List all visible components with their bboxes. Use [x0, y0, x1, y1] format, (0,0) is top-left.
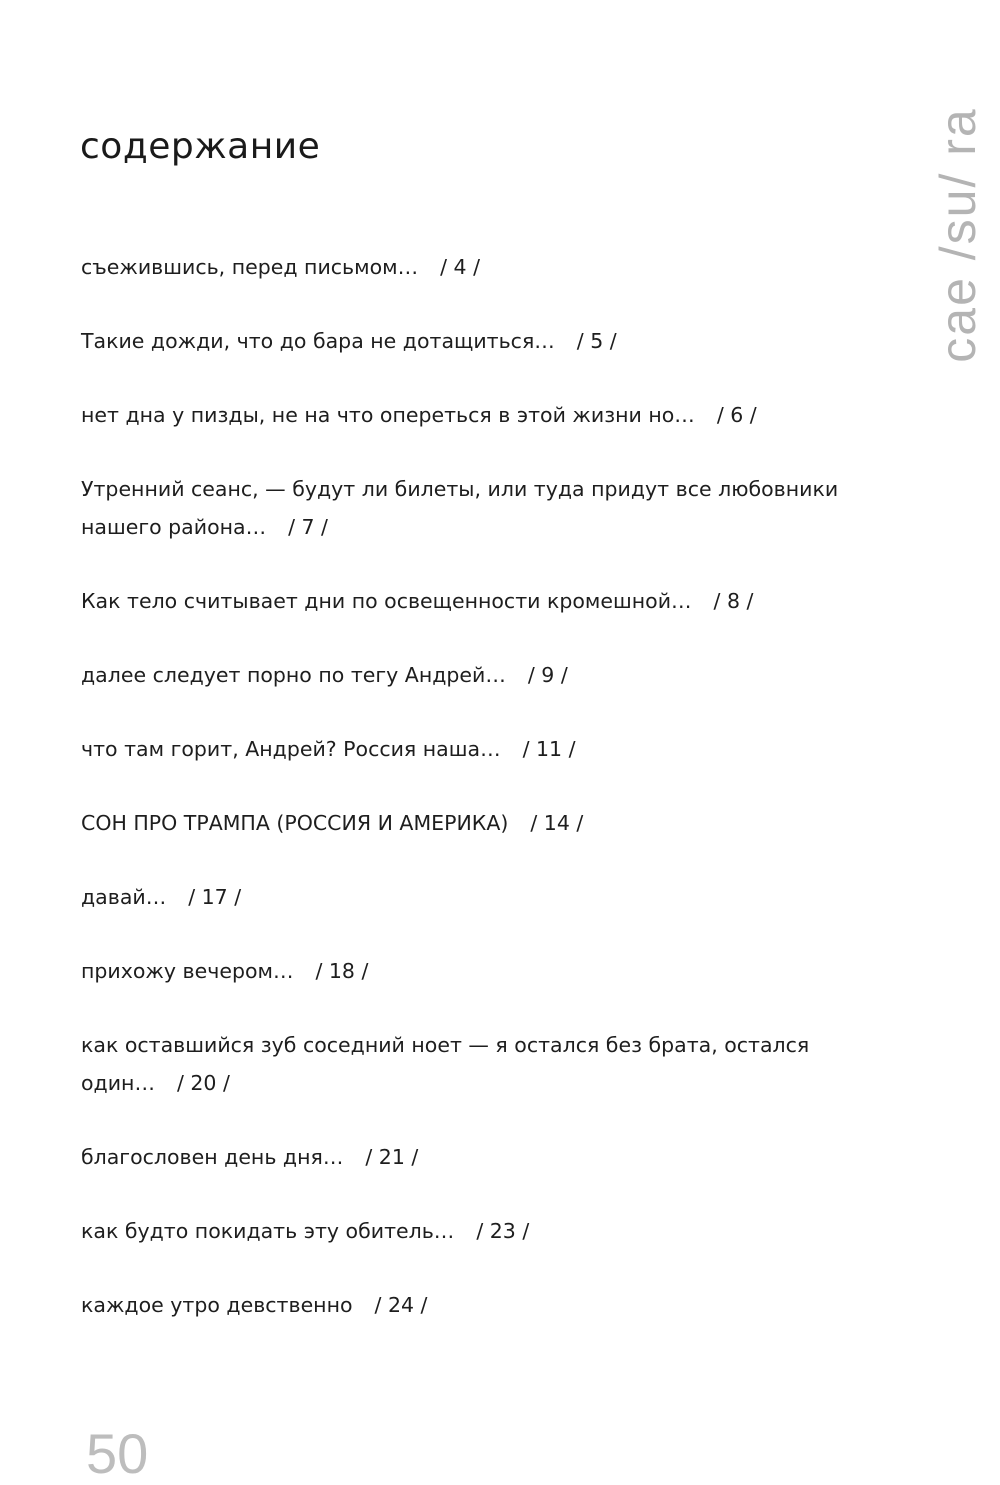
toc-entry-title: как будто покидать эту обитель… [81, 1219, 455, 1243]
toc-entry [81, 396, 841, 434]
toc-entry [81, 248, 841, 286]
toc-entry-title: что там горит, Андрей? Россия наша… [81, 737, 501, 761]
toc-entry-page: / 9 / [527, 663, 568, 687]
toc-entry-title: Утренний сеанс, — будут ли билеты, или туда придут все любовники нашего района… [81, 477, 839, 539]
toc-entry-title: нет дна у пизды, не на что опереться в этой жизни но… [81, 403, 695, 427]
toc-entry [81, 582, 841, 620]
toc-entry [81, 804, 841, 842]
toc-entry-page: / 21 / [365, 1145, 419, 1169]
toc-entry-page: / 6 / [716, 403, 757, 427]
toc-entry-page: / 7 / [288, 515, 328, 539]
toc-entry-page: / 24 / [374, 1293, 428, 1317]
toc-entry-title: съежившись, перед письмом… [81, 255, 419, 279]
toc-entry-title: как оставшийся зуб соседний ноет — я остался без брата, остался один… [81, 1033, 810, 1095]
toc-entry-title: давай… [81, 885, 167, 909]
toc-entry-title: Такие дожди, что до бара не дотащиться… [81, 329, 555, 353]
toc-entry-title: далее следует порно по тегу Андрей… [81, 663, 506, 687]
toc-entry-title: прихожу вечером… [81, 959, 294, 983]
toc-entry-page: / 5 / [576, 329, 617, 353]
toc-entry-title: СОН ПРО ТРАМПА (РОССИЯ И АМЕРИКА) [81, 811, 509, 835]
toc-entry-title: каждое утро девственно [81, 1293, 353, 1317]
toc-entry-page: / 18 / [315, 959, 369, 983]
toc-entry [81, 878, 841, 916]
toc-entry-title: благословен день дня… [81, 1145, 344, 1169]
page-number: 50 [86, 1422, 149, 1485]
toc-entry-page: / 20 / [176, 1071, 230, 1095]
toc-entry-page: / 4 / [440, 255, 480, 279]
toc-entry-title: Как тело считывает дни по освещенности кромешной… [81, 589, 692, 613]
toc-entry [81, 322, 841, 360]
toc-entry [81, 1212, 841, 1250]
toc-entry [81, 1026, 841, 1102]
toc-entry-page: / 8 / [713, 589, 754, 613]
toc-entry [81, 730, 841, 768]
toc-entry-page: / 17 / [188, 885, 242, 909]
toc-entry-page: / 23 / [476, 1219, 530, 1243]
table-of-contents [81, 248, 841, 1360]
toc-entry [81, 1138, 841, 1176]
toc-entry [81, 952, 841, 990]
toc-entry [81, 1286, 841, 1324]
page-title: содержание [80, 126, 321, 167]
toc-entry-page: / 14 / [530, 811, 584, 835]
toc-entry [81, 470, 841, 546]
vertical-side-label: cae /su/ ra [930, 107, 986, 363]
toc-entry [81, 656, 841, 694]
toc-entry-page: / 11 / [522, 737, 576, 761]
